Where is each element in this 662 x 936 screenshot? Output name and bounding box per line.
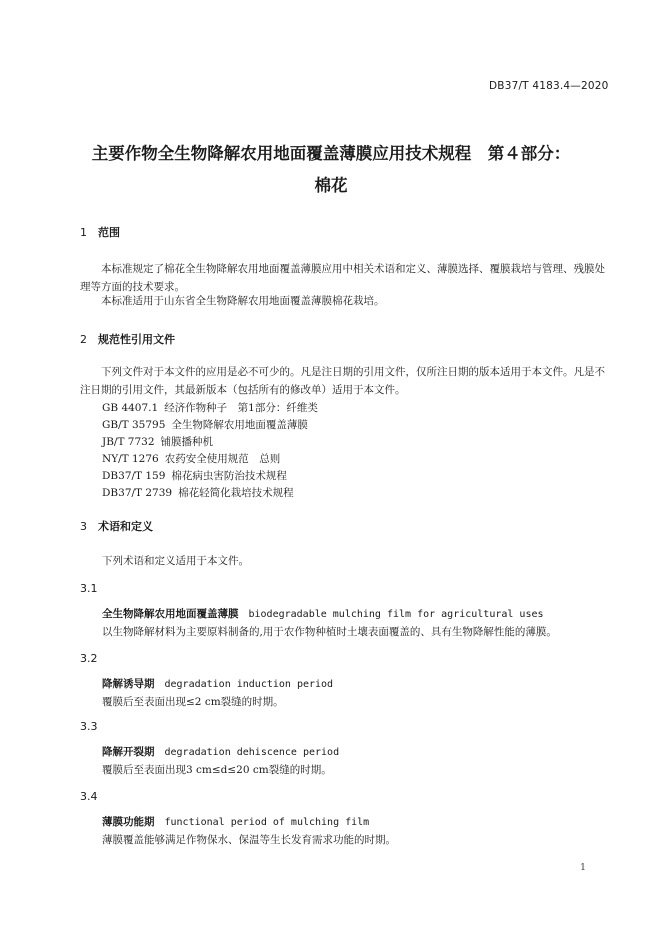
term-zh: 降解开裂期: [102, 746, 155, 758]
reference-item: [102, 485, 294, 500]
reference-code: NY/T 1276: [102, 453, 159, 465]
term-definition: 覆膜后至表面出现3 cm≤d≤20 cm裂缝的时期。: [102, 764, 332, 776]
reference-item: [102, 451, 280, 466]
section-number: 1: [80, 226, 87, 239]
reference-code: DB37/T 159: [102, 470, 166, 482]
standard-code: DB37/T 4183.4—2020: [489, 80, 609, 92]
term-zh: 薄膜功能期: [102, 816, 155, 828]
terms-intro: 下列术语和定义适用于本文件。: [102, 555, 249, 567]
section-title: 范围: [98, 226, 120, 239]
reference-item: [102, 400, 318, 415]
term-number: 3.4: [80, 790, 98, 803]
term-heading: [102, 676, 333, 691]
section-2-heading: [80, 331, 175, 347]
reference-item: [102, 434, 213, 449]
reference-title: 经济作物种子 第1部分：纤维类: [164, 402, 318, 414]
reference-code: JB/T 7732: [102, 436, 155, 448]
section-3-heading: [80, 518, 153, 534]
section-1-heading: [80, 224, 120, 240]
term-number: 3.3: [80, 720, 98, 733]
reference-item: [102, 468, 287, 483]
reference-code: GB 4407.1: [102, 402, 159, 414]
section-title: 术语和定义: [98, 520, 153, 533]
term-en: functional period of mulching film: [164, 817, 370, 828]
section-number: 3: [80, 520, 87, 533]
scope-paragraph-2: 本标准适用于山东省全生物降解农用地面覆盖薄膜棉花栽培。: [101, 295, 385, 307]
document-title: [60, 138, 602, 202]
term-zh: 降解诱导期: [102, 678, 155, 690]
term-heading: [102, 744, 339, 759]
page-number: 1: [580, 862, 587, 873]
term-en: biodegradable mulching film for agricultural uses: [248, 609, 544, 620]
term-heading: [102, 814, 369, 829]
term-zh: 全生物降解农用地面覆盖薄膜: [102, 608, 239, 620]
term-number: 3.2: [80, 652, 98, 665]
term-definition: 薄膜覆盖能够满足作物保水、保温等生长发育需求功能的时期。: [102, 834, 396, 846]
reference-title: 农药安全使用规范 总则: [164, 453, 281, 465]
reference-title: 棉花病虫害防治技术规程: [171, 470, 287, 482]
reference-title: 棉花轻简化栽培技术规程: [178, 487, 294, 499]
title-line-1: 主要作物全生物降解农用地面覆盖薄膜应用技术规程 第４部分：: [91, 144, 571, 163]
term-en: degradation dehiscence period: [164, 747, 340, 758]
reference-title: 全生物降解农用地面覆盖薄膜: [171, 419, 308, 431]
term-number: 3.1: [80, 582, 98, 595]
term-heading: [102, 606, 544, 621]
reference-code: DB37/T 2739: [102, 487, 173, 499]
term-definition: 覆膜后至表面出现≤2 cm裂缝的时期。: [102, 696, 284, 708]
term-en: degradation induction period: [164, 679, 334, 690]
section-number: 2: [80, 333, 87, 346]
term-definition: 以生物降解材料为主要原料制备的,用于农作物种植时土壤表面覆盖的、具有生物降解性能的薄膜。: [102, 626, 557, 638]
normative-intro: 下列文件对于本文件的应用是必不可少的。凡是注日期的引用文件，仅所注日期的版本适用于本文件。凡是不注日期的引用文件，其最新版本（包括所有的修改单）适用于本文件。: [80, 366, 605, 396]
scope-paragraph-1: 本标准规定了棉花全生物降解农用地面覆盖薄膜应用中相关术语和定义、薄膜选择、覆膜栽培与管理、残膜处理等方面的技术要求。: [80, 263, 605, 293]
reference-code: GB/T 35795: [102, 419, 166, 431]
title-line-2: 棉花: [314, 176, 348, 195]
reference-title: 铺膜播种机: [160, 436, 214, 448]
section-title: 规范性引用文件: [98, 333, 175, 346]
reference-item: [102, 417, 308, 432]
